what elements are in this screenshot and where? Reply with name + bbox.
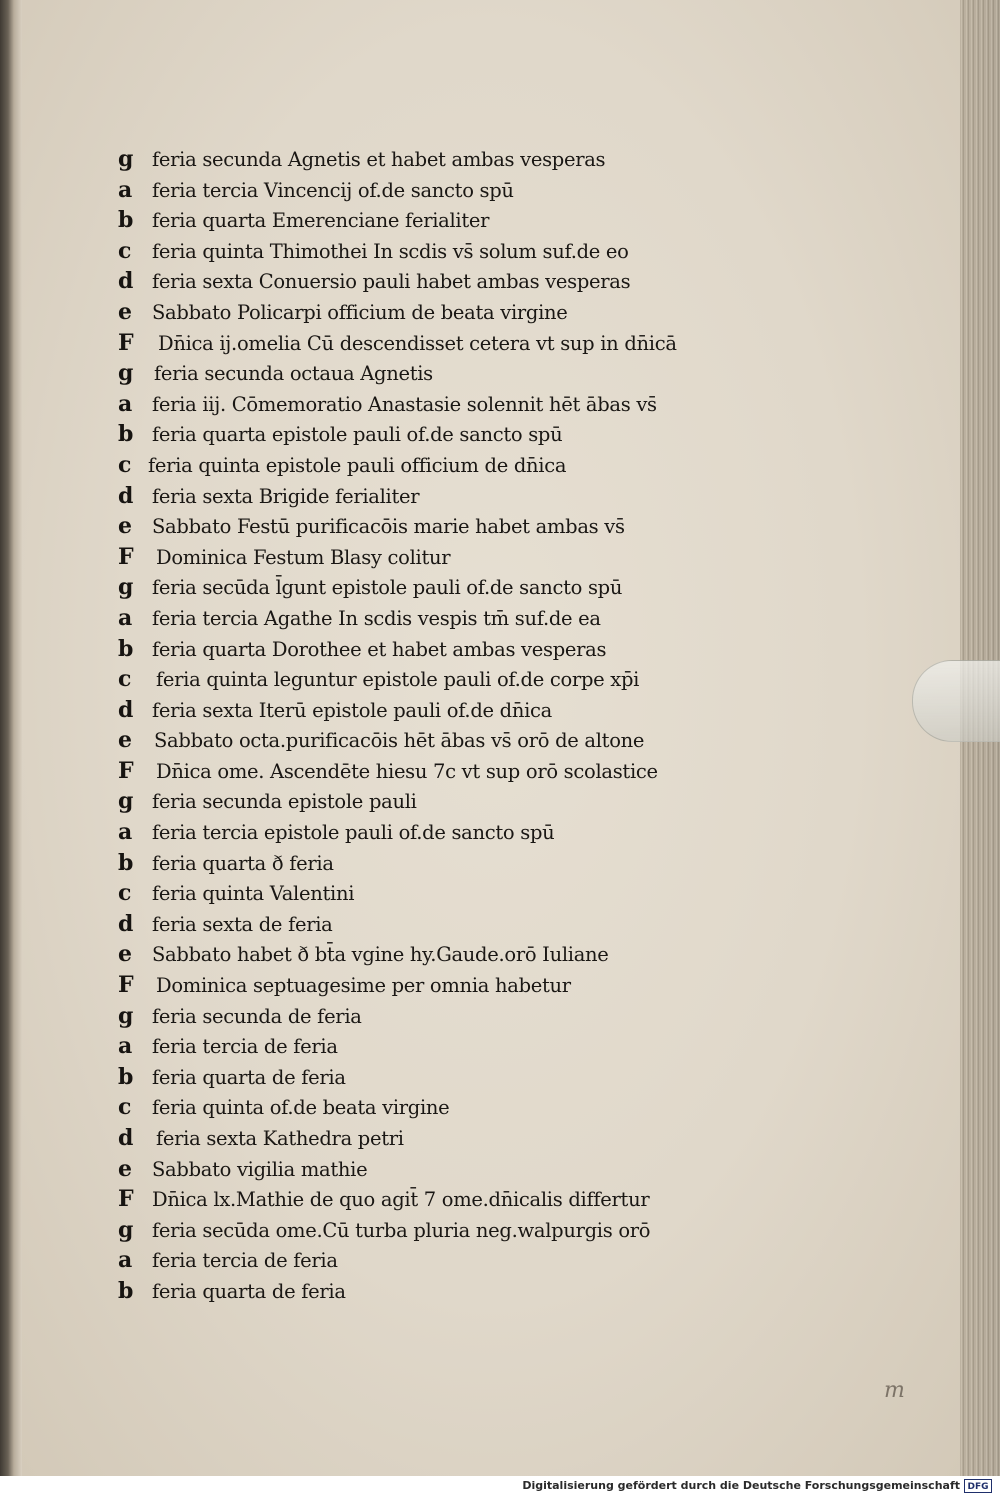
calendar-entry-text: feria tercia de feria [152,1035,338,1059]
calendar-row [118,693,778,724]
calendar-row [118,937,778,968]
calendar-entry-text: Dn̄ica lx.Mathie de quo agit̄ 7 ome.dn̄icalis differtur [152,1188,650,1212]
dominical-letter: g [118,146,134,172]
calendar-row [118,601,778,632]
calendar-entry-text: feria quinta Thimothei In scdis vs̄ solum suf.de eo [152,239,629,263]
calendar-row [118,1243,778,1274]
dominical-letter: c [118,880,132,907]
calendar-entry-text: feria secunda Agnetis et habet ambas vesperas [152,148,606,171]
dominical-letter: e [118,1155,132,1182]
calendar-row [118,876,778,907]
dominical-letter: b [118,635,134,662]
calendar-entry-text: feria sexta Kathedra petri [156,1127,404,1150]
calendar-row [118,448,778,479]
calendar-entry-text: feria quarta ð feria [152,851,334,875]
dominical-letter: a [118,819,133,846]
calendar-row [118,1152,778,1183]
calendar-entry-text: feria sexta Iterū epistole pauli of.de dn̄ica [152,698,552,722]
calendar-row [118,815,778,846]
dominical-letter: e [118,941,132,968]
dominical-letter: F [118,1186,134,1213]
dominical-letter: d [118,1125,134,1151]
calendar-row [118,1213,778,1244]
calendar-entry-text: feria quinta leguntur epistole pauli of.de corpe xp̄i [156,668,640,692]
calendar-entry-text: feria quarta de feria [152,1065,346,1089]
calendar-row [118,417,778,448]
calendar-row [118,356,778,387]
calendar-entry-text: feria quarta Dorothee et habet ambas vesperas [152,637,607,661]
calendar-entry-text: feria quinta Valentini [152,882,355,906]
dominical-letter: g [118,574,134,601]
dominical-letter: d [118,910,134,937]
dominical-letter: d [118,482,134,509]
calendar-entry-text: feria sexta Brigide ferialiter [152,484,420,508]
calendar-entry-text: Sabbato habet ð bt̄a vgine hy.Gaude.orō Iuliane [152,943,609,967]
calendar-entry-text: feria quarta Emerenciane ferialiter [152,209,490,233]
dominical-letter: F [118,757,134,784]
calendar-entry-text: feria quinta of.de beata virgine [152,1096,450,1120]
dominical-letter: e [118,513,132,540]
calendar-row [118,1182,778,1213]
footer-credit: Digitalisierung gefördert durch die Deutsche Forschungsgemeinschaft [522,1479,960,1492]
calendar-row [118,540,778,571]
calendar-row [118,1060,778,1091]
calendar-row [118,326,778,357]
dominical-letter: a [118,1247,133,1274]
calendar-entry-text: feria secunda epistole pauli [152,790,417,814]
calendar-row [118,662,778,693]
calendar-entry-text: Sabbato Festū purificacōis marie habet ambas vs̄ [152,515,625,539]
dominical-letter: e [118,298,132,325]
calendar-entry-text: Dn̄ica ome. Ascendēte hiesu 7c vt sup orō scolastice [156,759,658,783]
calendar-entry-text: Dominica Festum Blasy colitur [156,545,451,569]
calendar-row [118,999,778,1030]
dominical-letter: c [118,1094,132,1121]
dominical-letter: c [118,666,132,693]
bookmark-tab [912,660,1000,742]
calendar-entry-text: Dominica septuagesime per omnia habetur [156,974,571,998]
calendar-entry-text: feria quinta epistole pauli officium de dn̄ica [148,453,567,477]
dominical-letter: c [118,237,132,264]
dominical-letter: d [118,696,134,723]
calendar-entry-text: feria secūda ome.Cū turba pluria neg.walpurgis orō [152,1218,651,1242]
calendar-row [118,1090,778,1121]
calendar-row [118,203,778,234]
calendar-row [118,173,778,204]
calendar-row [118,234,778,265]
dominical-letter: g [118,1216,134,1243]
calendar-row [118,295,778,326]
dominical-letter: b [118,1063,134,1090]
dominical-letter: b [118,1277,134,1304]
calendar-row [118,754,778,785]
calendar-entry-text: feria secunda de feria [152,1004,362,1028]
calendar-row [118,846,778,877]
dominical-letter: g [118,788,134,815]
calendar-row [118,509,778,540]
dominical-letter: g [118,360,134,387]
calendar-row [118,1274,778,1305]
dominical-letter: b [118,849,134,876]
calendar-row [118,632,778,663]
dominical-letter: b [118,421,134,448]
dominical-letter: F [118,329,134,356]
dominical-letter: a [118,176,133,203]
calendar-entry-text: Sabbato Policarpi officium de beata virgine [152,300,568,324]
dominical-letter: b [118,207,134,234]
dominical-letter: a [118,604,133,631]
calendar-entry-text: feria tercia Agathe In scdis vespis tm̄ suf.de ea [152,606,601,630]
calendar-entry-text: feria secūda l̄gunt epistole pauli of.de sancto spū [152,576,623,600]
pencil-mark: m [884,1378,905,1403]
dominical-letter: c [118,451,132,478]
calendar-entry-text: Sabbato vigilia mathie [152,1157,368,1181]
calendar-entry-text: feria sexta Conuersio pauli habet ambas vesperas [152,270,631,294]
calendar-row [118,387,778,418]
calendar-entry-text: feria secunda octaua Agnetis [154,362,433,386]
calendar-entry-text: feria quarta epistole pauli of.de sancto spū [152,423,563,447]
calendar-entry-text: feria iij. Cōmemoratio Anastasie solennit hēt ābas vs̄ [152,392,657,416]
calendar-row [118,264,778,295]
dominical-letter: F [118,543,134,570]
calendar-row [118,570,778,601]
calendar-row [118,142,778,173]
calendar-entry-text: feria tercia de feria [152,1249,338,1273]
calendar-row [118,784,778,815]
calendar-row [118,1029,778,1060]
calendar-entry-text: Dn̄ica ij.omelia Cū descendisset cetera vt sup in dn̄icā [158,331,677,355]
dominical-letter: d [118,268,134,295]
calendar-row [118,723,778,754]
calendar-entry-text: feria tercia epistole pauli of.de sancto spū [152,821,555,845]
calendar-entry-text: feria quarta de feria [152,1279,346,1303]
calendar-row [118,479,778,510]
calendar-row [118,968,778,999]
calendar-list [118,142,778,1305]
dfg-logo: DFG [964,1479,992,1493]
calendar-row [118,1121,778,1152]
dominical-letter: e [118,727,132,754]
calendar-entry-text: feria tercia Vincencij of.de sancto spū [152,178,514,202]
dominical-letter: a [118,390,133,417]
dominical-letter: F [118,972,134,999]
dominical-letter: g [118,1002,134,1029]
calendar-row [118,907,778,938]
facing-page-fragments [0,270,30,1090]
calendar-entry-text: Sabbato octa.purificacōis hēt ābas vs̄ orō de altone [154,729,645,753]
footer-bar [0,1476,1000,1497]
dominical-letter: a [118,1033,133,1060]
calendar-entry-text: feria sexta de feria [152,912,333,936]
